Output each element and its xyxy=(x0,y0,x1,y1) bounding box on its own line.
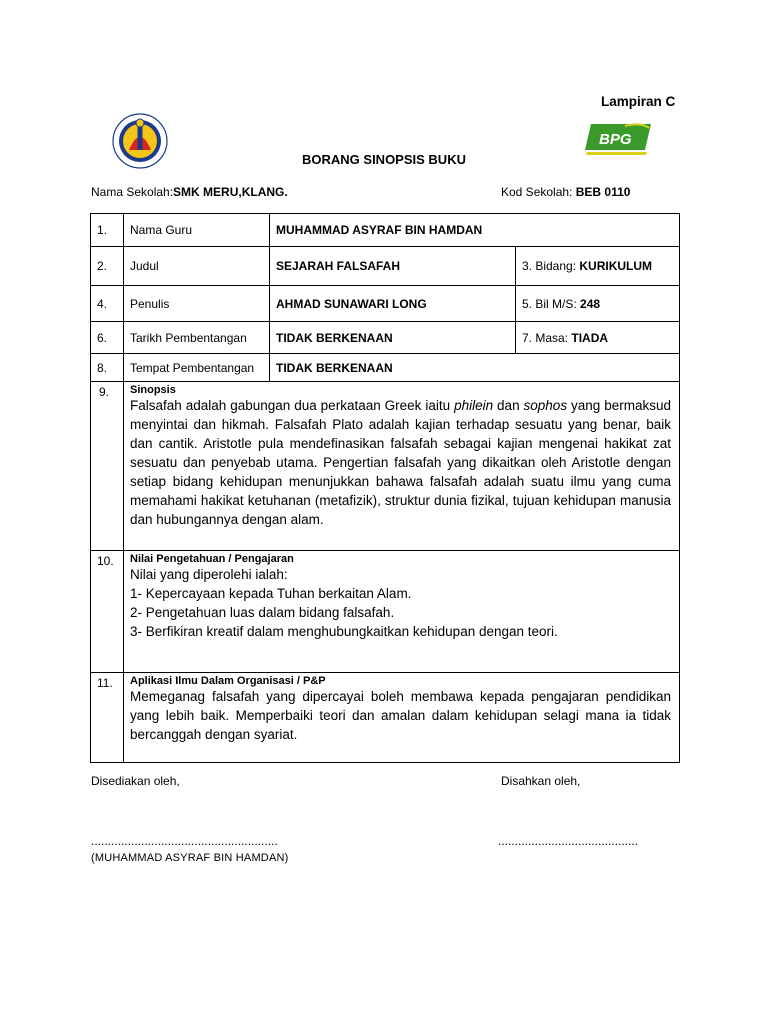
field-cell xyxy=(516,322,680,354)
values-list xyxy=(130,565,673,641)
synopsis-heading: Sinopsis xyxy=(130,384,176,396)
school-code-line xyxy=(501,185,630,199)
table-row xyxy=(91,322,680,354)
prepared-by-label: Disediakan oleh, xyxy=(91,774,180,788)
signer-name: (MUHAMMAD ASYRAF BIN HAMDAN) xyxy=(91,852,289,864)
school-value: SMK MERU,KLANG. xyxy=(173,185,288,199)
field-label: 5. Bil M/S: xyxy=(522,296,581,311)
table-row xyxy=(91,551,680,673)
application-text: Memeganag falsafah yang dipercayai boleh membawa kepada pengajaran pendidikan yang lebih baik. Memperbaiki teori dan amalan dalam kehidupan selagi mana ia tidak bercanggah dengan syariat. xyxy=(130,689,672,742)
values-intro: Nilai yang diperolehi ialah: xyxy=(130,567,288,582)
list-item: 3- Berfikiran kreatif dalam menghubungkaitkan kehidupan dengan teori. xyxy=(130,624,558,639)
list-item: 2- Pengetahuan luas dalam bidang falsafah. xyxy=(130,605,395,620)
table-row xyxy=(91,286,680,322)
table-row xyxy=(91,382,680,551)
presentation-date-value: TIDAK BERKENAAN xyxy=(270,322,516,354)
row-label: Penulis xyxy=(124,286,270,322)
field-cell xyxy=(516,286,680,322)
row-label: Judul xyxy=(124,247,270,286)
row-number: 11. xyxy=(91,673,124,763)
field-value: KURIKULUM xyxy=(579,259,653,273)
row-number: 8. xyxy=(91,354,124,382)
field-label: 7. Masa: xyxy=(522,330,572,345)
synopsis-cell xyxy=(124,382,680,551)
school-label: Nama Sekolah: xyxy=(91,185,174,199)
row-number: 10. xyxy=(91,551,124,673)
school-name-line xyxy=(91,185,288,199)
values-cell xyxy=(124,551,680,673)
signature-line-left: ........................................................ xyxy=(91,834,278,848)
row-label: Tarikh Pembentangan xyxy=(124,322,270,354)
code-label: Kod Sekolah: xyxy=(501,185,576,199)
application-cell xyxy=(124,673,680,763)
row-number: 6. xyxy=(91,322,124,354)
signature-line-right: .......................................... xyxy=(498,834,639,848)
form-title: BORANG SINOPSIS BUKU xyxy=(302,152,466,167)
table-row xyxy=(91,247,680,286)
field-value: 248 xyxy=(580,296,601,311)
application-heading: Aplikasi Ilmu Dalam Organisasi / P&P xyxy=(130,675,326,687)
code-value: BEB 0110 xyxy=(575,185,631,199)
table-row xyxy=(91,354,680,382)
row-number: 9. xyxy=(91,382,124,551)
row-label: Nama Guru xyxy=(124,214,270,247)
synopsis-text: Falsafah adalah gabungan dua perkataan Greek iaitu philein dan sophos yang bermaksud menyintai dan hikmah. Falsafah Plato adalah kajian terhadap sesuatu yang benar, baik dan cantik. Aristotle pula mendefinasikan falsafah sebagai kajian mengenai hakikat zat sesuatu dan penyebab utama. Pengertian falsafah yang dikaitkan oleh Aristotle dengan setiap bidang kehidupan menunjukkan bahawa falsafah adalah suatu ilmu yang cuma memahami hakikat ketuhanan (metafizik), struktur dunia fizikal, tujuan kehidupan manusia dan hubungannya dengan alam. xyxy=(130,398,672,527)
row-number: 4. xyxy=(91,286,124,322)
appendix-label: Lampiran C xyxy=(601,94,676,109)
synopsis-form-table xyxy=(90,213,680,763)
teacher-name-value: MUHAMMAD ASYRAF BIN HAMDAN xyxy=(270,214,680,247)
table-row xyxy=(91,214,680,247)
table-row xyxy=(91,673,680,763)
field-label: 3. Bidang: xyxy=(522,259,580,273)
bpg-logo-text: BPG xyxy=(599,131,632,148)
author-value: AHMAD SUNAWARI LONG xyxy=(270,286,516,322)
values-heading: Nilai Pengetahuan / Pengajaran xyxy=(130,553,294,565)
field-cell xyxy=(516,247,680,286)
row-label: Tempat Pembentangan xyxy=(124,354,270,382)
row-number: 2. xyxy=(91,247,124,286)
list-item: 1- Kepercayaan kepada Tuhan berkaitan Alam. xyxy=(130,586,412,601)
row-number: 1. xyxy=(91,214,124,247)
field-value: TIADA xyxy=(571,330,609,345)
presentation-place-value: TIDAK BERKENAAN xyxy=(270,354,680,382)
book-title-value: SEJARAH FALSAFAH xyxy=(270,247,516,286)
approved-by-label: Disahkan oleh, xyxy=(501,774,581,788)
